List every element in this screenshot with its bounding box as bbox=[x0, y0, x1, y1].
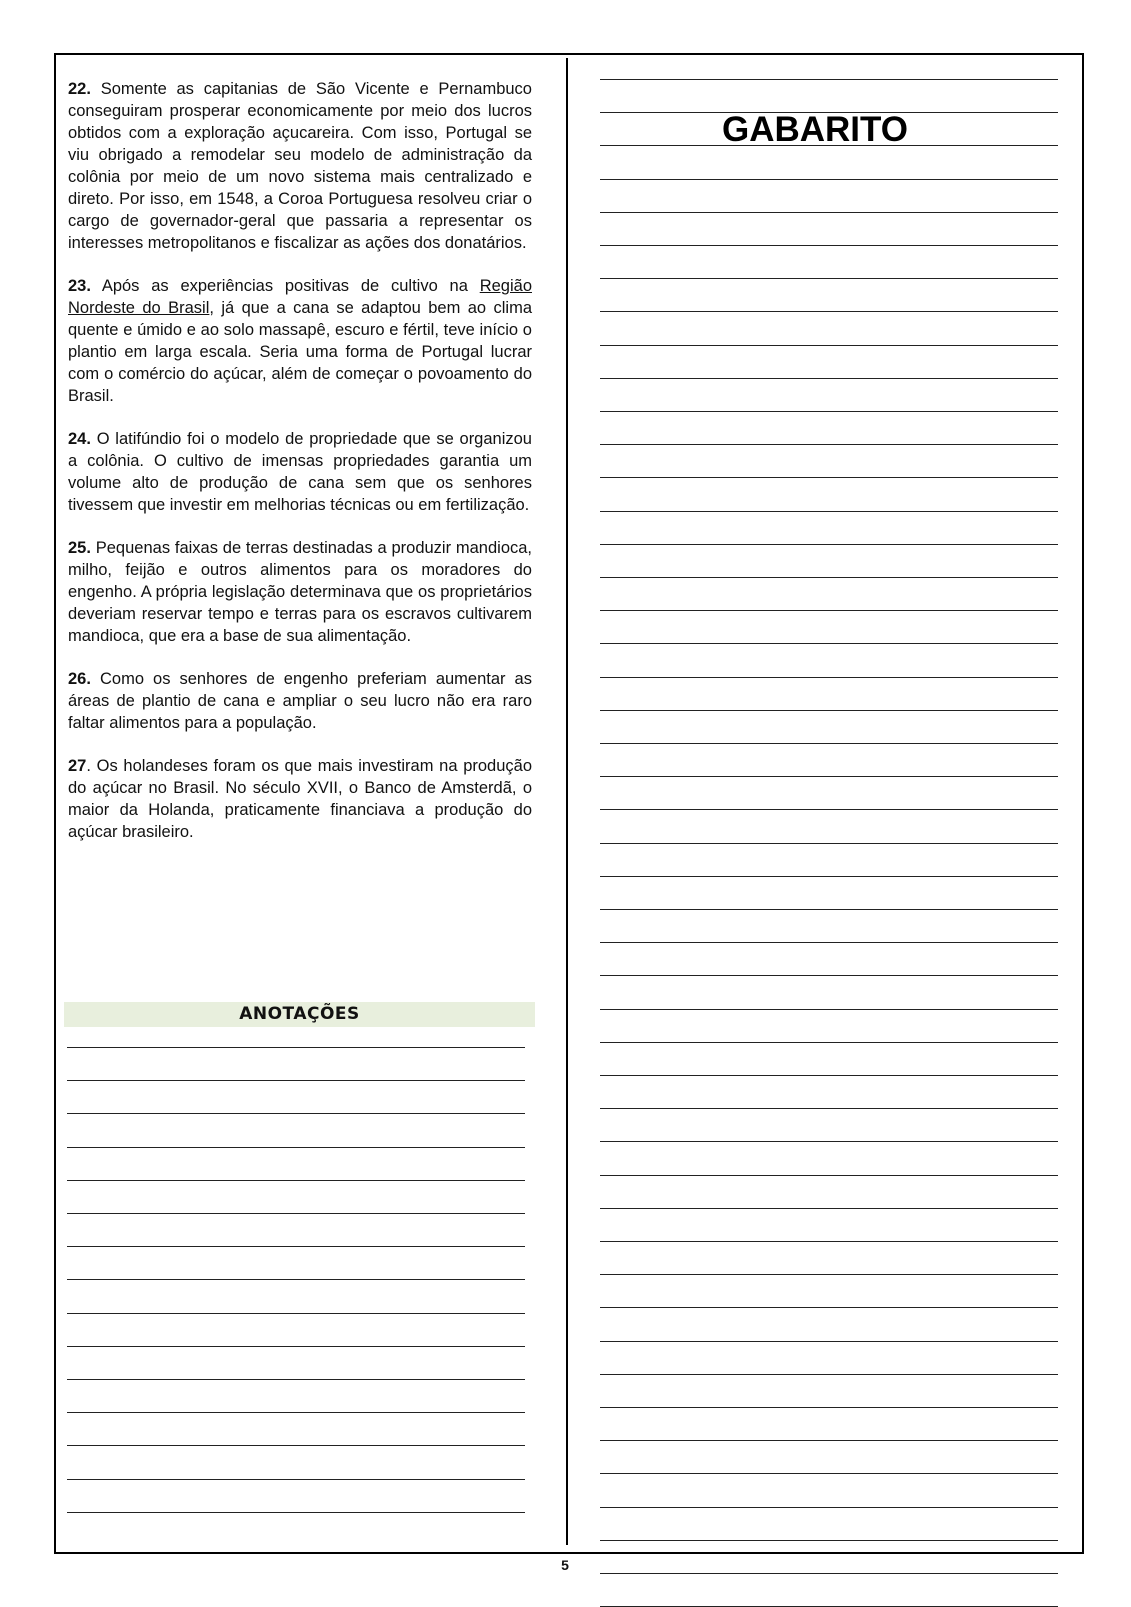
gabarito-line bbox=[600, 411, 1058, 412]
question-number: 23. bbox=[68, 277, 91, 295]
question-text: Após as experiências positivas de cultivo na bbox=[101, 277, 468, 295]
gabarito-line bbox=[600, 1440, 1058, 1441]
gabarito-line bbox=[600, 1473, 1058, 1474]
gabarito-line bbox=[600, 79, 1058, 80]
gabarito-title: GABARITO bbox=[721, 110, 909, 149]
question-text: . Os holandeses foram os que mais investiram na produção do açúcar no Brasil. No século XVII, o Banco de Amsterdã, o maior da Holanda, praticamente financiava a produção do açúcar brasileiro. bbox=[68, 757, 532, 841]
anotacoes-line bbox=[67, 1147, 525, 1148]
question-number: 25. bbox=[68, 539, 91, 557]
gabarito-line bbox=[600, 909, 1058, 910]
question-27 bbox=[68, 755, 532, 843]
question-25 bbox=[68, 537, 532, 647]
question-text: O latifúndio foi o modelo de propriedade que se organizou a colônia. O cultivo de imensas propriedades garantia um volume alto de produção de cana sem que os senhores tivessem que investir em melhorias técnicas ou em fertilização. bbox=[68, 430, 532, 514]
gabarito-line bbox=[600, 710, 1058, 711]
gabarito-line bbox=[600, 1208, 1058, 1209]
question-text: Somente as capitanias de São Vicente e Pernambuco conseguiram prosperar economicamente por meio dos lucros obtidos com a exploração açucareira. Com isso, Portugal se viu obrigado a remodelar seu modelo de administração da colônia por meio de um novo sistema mais centralizado e direto. Por isso, em 1548, a Coroa Portuguesa resolveu criar o cargo de governador-geral que passaria a representar os interesses metropolitanos e fiscalizar as ações dos donatários. bbox=[68, 80, 532, 252]
gabarito-line bbox=[600, 942, 1058, 943]
gabarito-line bbox=[600, 378, 1058, 379]
question-24 bbox=[68, 428, 532, 516]
page-number: 5 bbox=[561, 1557, 569, 1573]
question-23 bbox=[68, 275, 532, 407]
anotacoes-line bbox=[67, 1379, 525, 1380]
gabarito-line bbox=[600, 975, 1058, 976]
gabarito-line bbox=[600, 1540, 1058, 1541]
anotacoes-title: ANOTAÇÕES bbox=[239, 1004, 360, 1024]
question-number: 24. bbox=[68, 430, 91, 448]
question-number: 27 bbox=[68, 757, 87, 775]
gabarito-line bbox=[600, 477, 1058, 478]
gabarito-line bbox=[600, 1341, 1058, 1342]
question-text-continued: , já que a cana se adaptou bem ao clima quente e úmido e ao solo massapê, escuro e fértil, teve início o plantio em larga escala. Seria uma forma de Portugal lucrar com o comércio do açúcar, além de começar o povoamento do Brasil. bbox=[68, 299, 532, 405]
question-text: Pequenas faixas de terras destinadas a produzir mandioca, milho, feijão e outros alimentos para os moradores do engenho. A própria legislação determinava que os proprietários deveriam reservar tempo e terras para os escravos cultivarem mandioca, que era a base de sua alimentação. bbox=[68, 539, 533, 645]
anotacoes-line bbox=[67, 1479, 525, 1480]
anotacoes-line bbox=[67, 1213, 525, 1214]
question-26 bbox=[68, 668, 532, 734]
anotacoes-line bbox=[67, 1346, 525, 1347]
gabarito-line bbox=[600, 1573, 1058, 1574]
gabarito-line bbox=[600, 444, 1058, 445]
gabarito-line bbox=[600, 1307, 1058, 1308]
anotacoes-line bbox=[67, 1246, 525, 1247]
anotacoes-line bbox=[67, 1180, 525, 1181]
gabarito-line bbox=[600, 511, 1058, 512]
gabarito-line bbox=[600, 278, 1058, 279]
anotacoes-header bbox=[64, 1002, 535, 1027]
column-divider bbox=[566, 58, 568, 1545]
gabarito-line bbox=[600, 1374, 1058, 1375]
gabarito-line bbox=[600, 1075, 1058, 1076]
gabarito-line bbox=[600, 643, 1058, 644]
underlined-text: Região Nordeste do Brasil bbox=[68, 277, 532, 317]
gabarito-line bbox=[600, 245, 1058, 246]
anotacoes-line bbox=[67, 1445, 525, 1446]
gabarito-line bbox=[600, 1108, 1058, 1109]
gabarito-line bbox=[600, 1009, 1058, 1010]
gabarito-line bbox=[600, 743, 1058, 744]
anotacoes-line bbox=[67, 1279, 525, 1280]
gabarito-line bbox=[600, 1507, 1058, 1508]
anotacoes-line bbox=[67, 1113, 525, 1114]
gabarito-line bbox=[600, 876, 1058, 877]
gabarito-line bbox=[600, 311, 1058, 312]
question-22 bbox=[68, 78, 532, 254]
gabarito-line bbox=[600, 1141, 1058, 1142]
gabarito-line bbox=[600, 1241, 1058, 1242]
gabarito-line bbox=[600, 809, 1058, 810]
gabarito-line bbox=[600, 577, 1058, 578]
gabarito-line bbox=[600, 544, 1058, 545]
questions-column bbox=[68, 78, 532, 864]
anotacoes-line bbox=[67, 1512, 525, 1513]
gabarito-line bbox=[600, 179, 1058, 180]
gabarito-line bbox=[600, 1407, 1058, 1408]
gabarito-line bbox=[600, 345, 1058, 346]
gabarito-line bbox=[600, 1274, 1058, 1275]
question-number: 22. bbox=[68, 80, 91, 98]
question-text: Como os senhores de engenho preferiam aumentar as áreas de plantio de cana e ampliar o seu lucro não era raro faltar alimentos para a população. bbox=[68, 670, 532, 732]
gabarito-line bbox=[600, 1175, 1058, 1176]
gabarito-line bbox=[600, 843, 1058, 844]
anotacoes-line bbox=[67, 1047, 525, 1048]
gabarito-line bbox=[600, 677, 1058, 678]
anotacoes-line bbox=[67, 1313, 525, 1314]
anotacoes-line bbox=[67, 1412, 525, 1413]
gabarito-line bbox=[600, 1042, 1058, 1043]
gabarito-line bbox=[600, 776, 1058, 777]
gabarito-line bbox=[600, 212, 1058, 213]
anotacoes-line bbox=[67, 1080, 525, 1081]
question-number: 26. bbox=[68, 670, 91, 688]
gabarito-line bbox=[600, 610, 1058, 611]
